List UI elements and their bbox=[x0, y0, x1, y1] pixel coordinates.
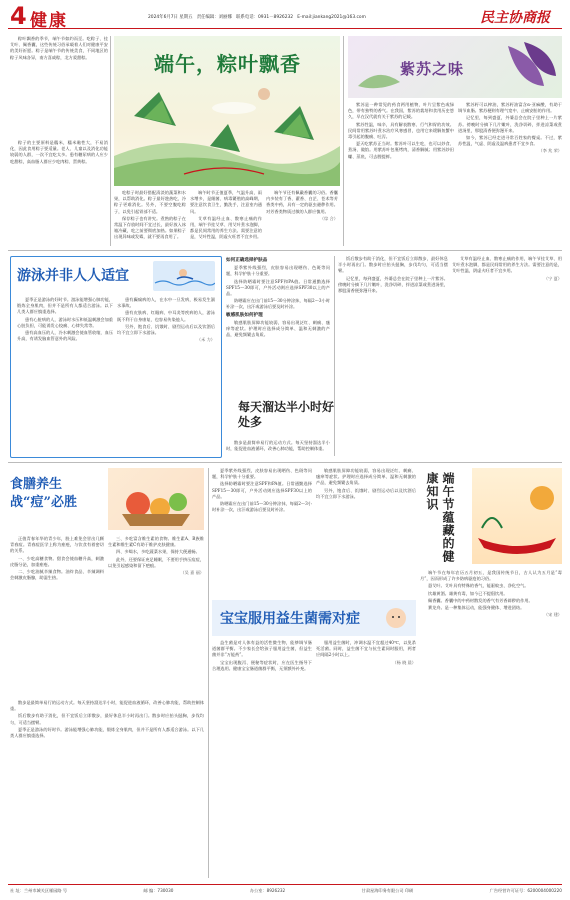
divider bbox=[334, 256, 335, 456]
walk-col1 bbox=[338, 256, 448, 295]
issue-date: 2024年6月7日 星期五 bbox=[148, 15, 193, 20]
fight-title: 食膳养生 战“痘”必胜 bbox=[10, 477, 77, 510]
middle-article bbox=[226, 256, 330, 339]
paragraph: 夏季紫外线强烈，皮肤容易出现晒伤、色斑等问题，科学护肤十分重要。 bbox=[226, 265, 330, 277]
paragraph: 艾草有温经止血、散寒止痛的作用，端午节挂艾草、用艾叶煮水泡脚，都是民间常用的养生方法。需要注意的是，艾叶性温，阴虚火旺者不宜多用。 bbox=[452, 256, 562, 274]
feature-body-col2 bbox=[190, 190, 262, 242]
byline: （宁 夏） bbox=[543, 275, 562, 281]
swim-col2 bbox=[117, 297, 215, 343]
paragraph: 悬艾叶。艾叶具有特殊的香气，能驱蚊虫、净化空气。 bbox=[428, 583, 529, 589]
feature-body-col1 bbox=[114, 190, 186, 242]
swim-col1 bbox=[17, 297, 113, 343]
paragraph: 患有心脏病的人，游泳时水压和低温刺激会加重心脏负担，可能诱发心绞痛、心律失常等。 bbox=[17, 316, 113, 328]
section-title: 健康 bbox=[30, 11, 68, 31]
section-divider bbox=[8, 250, 562, 251]
footer-post: 邮 编：730030 bbox=[143, 888, 174, 893]
paragraph: 饭后散步有助于消化，但不宜饭后立即散步，最好休息半小时再出门。散步时应抬头挺胸，步伐均匀，可适当摆臂。 bbox=[10, 713, 204, 725]
baby-banner bbox=[212, 600, 416, 636]
paragraph: 紫苏是一种常见的药食两用植物，叶片呈紫色或绿色，带有独特的香气。在我国，紫苏的栽培和食用历史悠久，早在汉代就有关于紫苏的记载。 bbox=[348, 102, 454, 120]
byline: （宋 建） bbox=[543, 612, 562, 618]
paragraph: 患有高血压的人，冷水刺激会使血管收缩，血压升高，有诱发脑血管意外的风险。 bbox=[17, 330, 113, 342]
swimmer-icon bbox=[153, 261, 215, 291]
zisu-col1 bbox=[348, 102, 454, 161]
paragraph: 端午节还有佩戴香囊的习俗。香囊内多装有丁香、藿香、白芷、苍术等芳香类中药，具有一定的驱虫避秽作用。对芳香类物质过敏的人群应慎用。 bbox=[266, 190, 338, 214]
paragraph: 吃粽子时最好搭配清淡的蔬菜和水果，以帮助消化。粽子最好趁热吃，冷粽子更难消化。另外，不要空腹吃粽子，以免引起胃部不适。 bbox=[114, 190, 186, 214]
paragraph: 正值青春年华的青少年，脸上难免会冒出几颗青春痘。青春痘医学上称为痤疮，与饮食有着密切的关系。 bbox=[10, 536, 104, 554]
zisu-col2 bbox=[458, 102, 562, 155]
paragraph: 另外，饱食后、饥饿时、剧烈运动后以及饮酒后均不宜立即下水游泳。 bbox=[316, 487, 416, 499]
divider bbox=[208, 468, 209, 878]
swim-illustration bbox=[153, 261, 215, 291]
email: E-mail:jiankang2021@163.com bbox=[297, 15, 366, 20]
paragraph: 选择防晒霜时要注意SPF和PA值。日常通勤选择SPF15～30即可，户外活动则应选择SPF30以上的产品。 bbox=[226, 278, 330, 297]
dragon-illustration bbox=[472, 468, 562, 564]
walk-title: 每天溜达半小时好处多 bbox=[238, 400, 335, 429]
swim-title: 游泳并非人人适宜 bbox=[17, 268, 129, 284]
feature-intro-col2 bbox=[10, 140, 108, 166]
paragraph: 敏感肌肤屏障功能较弱，容易出现泛红、刺痛、瘙痒等症状。护理时应选择成分简单、温和无刺激的产品，避免频繁去角质。 bbox=[226, 319, 330, 338]
editor: 责任编辑：刘丽娜 bbox=[196, 15, 232, 20]
feature-body-col3 bbox=[266, 190, 338, 222]
paragraph: 记忆里，每到盛夏，外婆总会在院子里种上一片紫苏。傍晚时分摘下几片嫩叶，洗净切碎，拌进凉菜或煮进汤里，那股清香便弥漫开来。 bbox=[458, 115, 562, 133]
paragraph: 赛龙舟。是一种集体运动，能强身健体、增进团结。 bbox=[428, 605, 525, 611]
paper-title: 民主协商报 bbox=[480, 10, 550, 26]
dragon-title: 端午节蕴藏的健康知识 bbox=[425, 472, 455, 563]
zisu-illustration bbox=[348, 36, 562, 98]
paragraph: 散步是最简单易行的运动方式。每天坚持溜达半小时，能促进血液循环，改善心肺功能，帮助控制体重。 bbox=[226, 440, 330, 452]
feature-title: 端午，粽叶飘香 bbox=[154, 52, 301, 76]
footer bbox=[10, 888, 562, 894]
byline: （李 兆 荣） bbox=[538, 148, 562, 154]
dragon-boat-icon bbox=[472, 468, 562, 564]
paragraph: 防晒霜应在出门前15～30分钟涂抹，每隔2～3小时补涂一次，出汗或游泳后要及时补涂。 bbox=[212, 501, 312, 513]
paragraph: 防晒霜应在出门前15～30分钟涂抹，每隔2～3小时补涂一次，出汗或游泳后要及时补涂。 bbox=[226, 298, 330, 310]
footer-office: 办公室：8926232 bbox=[249, 888, 286, 893]
paragraph: 夏季紫外线强烈，皮肤容易出现晒伤、色斑等问题，科学护肤十分重要。 bbox=[212, 468, 312, 480]
paragraph: 佩香囊。香囊中的中药材散发的香气有芳香辟秽的作用。 bbox=[428, 597, 533, 603]
baby-icon bbox=[384, 606, 408, 630]
paragraph: 饭后散步有助于消化，但不宜饭后立即散步，最好休息半小时再出门。散步时应抬头挺胸，步伐均匀，可适当摆臂。 bbox=[338, 256, 448, 274]
header-rule bbox=[8, 28, 562, 29]
paragraph: 端午节在每年农历五月初五，是我国传统节日，古人认为五月是“毒月”，因而形成了许多防病驱疫的习俗。 bbox=[420, 570, 562, 582]
paragraph: 粽子的主要原料是糯米，糯米黏性大，不易消化，因此食用粽子要适量。老人、儿童以及消化功能较弱的人群，一次不宜吃太多。患有糖尿病的人应少吃甜粽，高血脂人群应少吃肉粽、蛋黄粽。 bbox=[10, 140, 108, 164]
paragraph: 夏天吃紫苏正当时。紫苏叶可以生吃，也可以炒食、煮汤、做馅。用紫苏叶包裹烤肉，清香解腻；用紫苏炒田螺、蒸鱼，可去腥提鲜。 bbox=[348, 141, 454, 159]
divider bbox=[110, 36, 111, 246]
byline: （禾 力） bbox=[196, 337, 215, 343]
paragraph: 服用益生菌时，冲调水温不宜超过40℃，以免杀死活菌。同时，益生菌不宜与抗生素同时服用，两者应间隔2小时以上。 bbox=[316, 640, 416, 658]
paragraph: 散步是最简单易行的运动方式。每天坚持溜达半小时，能促进血液循环，改善心肺功能，帮助控制体重。 bbox=[10, 700, 204, 712]
footer-address: 社 址：兰州市城关区雁园路 号 bbox=[10, 888, 68, 893]
paragraph: 患有皮肤病、红眼病、中耳炎等疾病的人，游泳既不利于自身康复，也容易传染他人。 bbox=[117, 310, 215, 322]
feature-intro-col1 bbox=[10, 36, 108, 62]
paragraph: 粽叶飘香的季节，端午节如约而至。吃粽子、挂艾叶、佩香囊，这些传统习俗承载着人们对健康平安的美好祈愿。粽子是端午节的传统美食，不同地区的粽子风味各异，南方喜咸粽，北方爱甜粽。 bbox=[10, 36, 108, 60]
fight-bottom-col bbox=[10, 700, 204, 740]
paragraph: 益生菌是对人体有益的活性微生物，能够调节肠道菌群平衡。不少家长会给孩子服用益生菌，但益生菌并非“万能药”。 bbox=[212, 640, 312, 658]
swim-box bbox=[10, 256, 222, 458]
paragraph: 另外，饱食后、饥饿时、剧烈运动后以及饮酒后均不宜立即下水游泳。 bbox=[117, 323, 215, 336]
paragraph: 记忆里，每到盛夏，外婆总会在院子里种上一片紫苏。傍晚时分摘下几片嫩叶，洗净切碎，拌进凉菜或煮进汤里，那股清香便弥漫开来。 bbox=[338, 275, 448, 294]
zisu-title: 紫苏之味 bbox=[400, 60, 465, 78]
page-number: 4 bbox=[10, 2, 27, 30]
paragraph: 艾草有温经止血、散寒止痛的作用，端午节挂艾草、用艾叶煮水泡脚，都是民间常用的养生方法。需要注意的是，艾叶性温，阴虚火旺者不宜多用。 bbox=[190, 215, 262, 240]
paragraph: 患有癫痫病的人，在水中一旦发病，极易发生溺水事故。 bbox=[117, 297, 215, 309]
footer-rule bbox=[8, 884, 562, 885]
fight-col1 bbox=[10, 536, 104, 582]
paragraph: 二、少吃油腻辛辣食物。油炸食品、辛辣调料会刺激皮脂腺，助湿生热。 bbox=[10, 569, 104, 581]
middle-bottom-col2 bbox=[316, 468, 416, 501]
paragraph: 敏感肌肤屏障功能较弱，容易出现泛红、刺痛、瘙痒等症状。护理时应选择成分简单、温和无刺激的产品，避免频繁去角质。 bbox=[316, 468, 416, 486]
paragraph: 保存粽子也有讲究。煮熟的粽子在常温下存放时间不宜过长，最好放入冰箱冷藏，吃之前要彻底加热。如果粽子出现异味或发霉，就不要再食用了。 bbox=[114, 215, 186, 240]
baby-col2 bbox=[316, 640, 416, 666]
section-divider bbox=[8, 462, 562, 463]
paragraph: 如今，紫苏已经走进寻常百姓家的餐桌。不过，紫苏性温，气虚、阴虚及温病患者不宜多食。 bbox=[458, 135, 562, 147]
page-header bbox=[0, 0, 570, 32]
divider bbox=[343, 36, 344, 246]
baby-title: 宝宝服用益生菌需对症 bbox=[220, 611, 360, 627]
fruit-basket-icon bbox=[108, 468, 204, 530]
phone: 联系电话：0931－8926232 bbox=[236, 15, 294, 20]
paragraph: 选择防晒霜时要注意SPF和PA值。日常通勤选择SPF15～30即可，户外活动则应选择SPF30以上的产品。 bbox=[212, 481, 312, 499]
paragraph: 夏季正是游泳的好时节。游泳能增强心肺功能，锻炼全身肌肉，但并不是所有人都适合游泳。以下几类人群应慎重选择。 bbox=[17, 297, 113, 315]
fight-illustration bbox=[108, 468, 204, 530]
baby-col1 bbox=[212, 640, 312, 673]
feature-illustration bbox=[114, 36, 340, 186]
paragraph: 夏季正是游泳的好时节。游泳能增强心肺功能，锻炼全身肌肉，但并不是所有人都适合游泳。以下几类人群应慎重选择。 bbox=[10, 726, 204, 739]
subheading: 敏感肌肤如何护理 bbox=[226, 312, 263, 318]
paragraph: 紫苏籽可以榨油，紫苏籽油富含α-亚麻酸，有助于调节血脂。紫苏梗则有理气宽中、止痛安胎的作用。 bbox=[458, 102, 562, 114]
fight-col2 bbox=[108, 536, 204, 576]
paragraph: 四、多喝水，多吃蔬菜水果，保持大便通畅。 bbox=[116, 549, 200, 555]
byline: （综 合） bbox=[319, 215, 338, 221]
footer-printer: 甘肃星海印务有限公司 印刷 bbox=[361, 888, 414, 893]
byline: （杨 晓 晨） bbox=[392, 659, 416, 665]
paragraph: 三、多吃富含维生素的食物。维生素A、B族维生素和维生素C有助于维护皮肤健康。 bbox=[108, 536, 204, 548]
subheading: 如何正确选择护肤品 bbox=[226, 258, 268, 263]
paragraph: 此外，还要保证充足睡眠，不要用手挤压痘痘，以免引起感染和留下疤痕。 bbox=[108, 556, 204, 568]
walk-col2 bbox=[452, 256, 562, 282]
footer-permit: 广告经营许可证号：6200004000220 bbox=[489, 888, 562, 893]
dragon-body bbox=[420, 570, 562, 618]
header-info-bar bbox=[148, 14, 366, 20]
paragraph: 端午时节正值夏季，气温升高，雨水增多，是细菌、病毒繁殖的高峰期，要注意饮食卫生，勤洗手，注意室内通风。 bbox=[190, 190, 262, 214]
paragraph: 一、少吃高糖食物。甜食会使血糖升高，刺激皮脂分泌，加重痤疮。 bbox=[10, 555, 104, 567]
byline: （吴 嘉 丽） bbox=[180, 570, 204, 576]
paragraph: 饮雄黄酒。雄黄有毒，如今已不提倡饮用。 bbox=[428, 590, 508, 596]
paragraph: 紫苏性温，味辛，具有解表散寒、行气和胃的功效。民间常用紫苏叶煮水治疗风寒感冒，也用它来缓解鱼蟹中毒引起的腹痛、吐泻。 bbox=[348, 121, 454, 140]
paragraph: 宝宝出现腹泻、便秘等症状时，应在医生指导下合理选用。健康宝宝肠道菌群平衡，无须额外补充。 bbox=[212, 659, 312, 671]
walk-body-left bbox=[226, 440, 330, 453]
middle-bottom-col1 bbox=[212, 468, 312, 514]
